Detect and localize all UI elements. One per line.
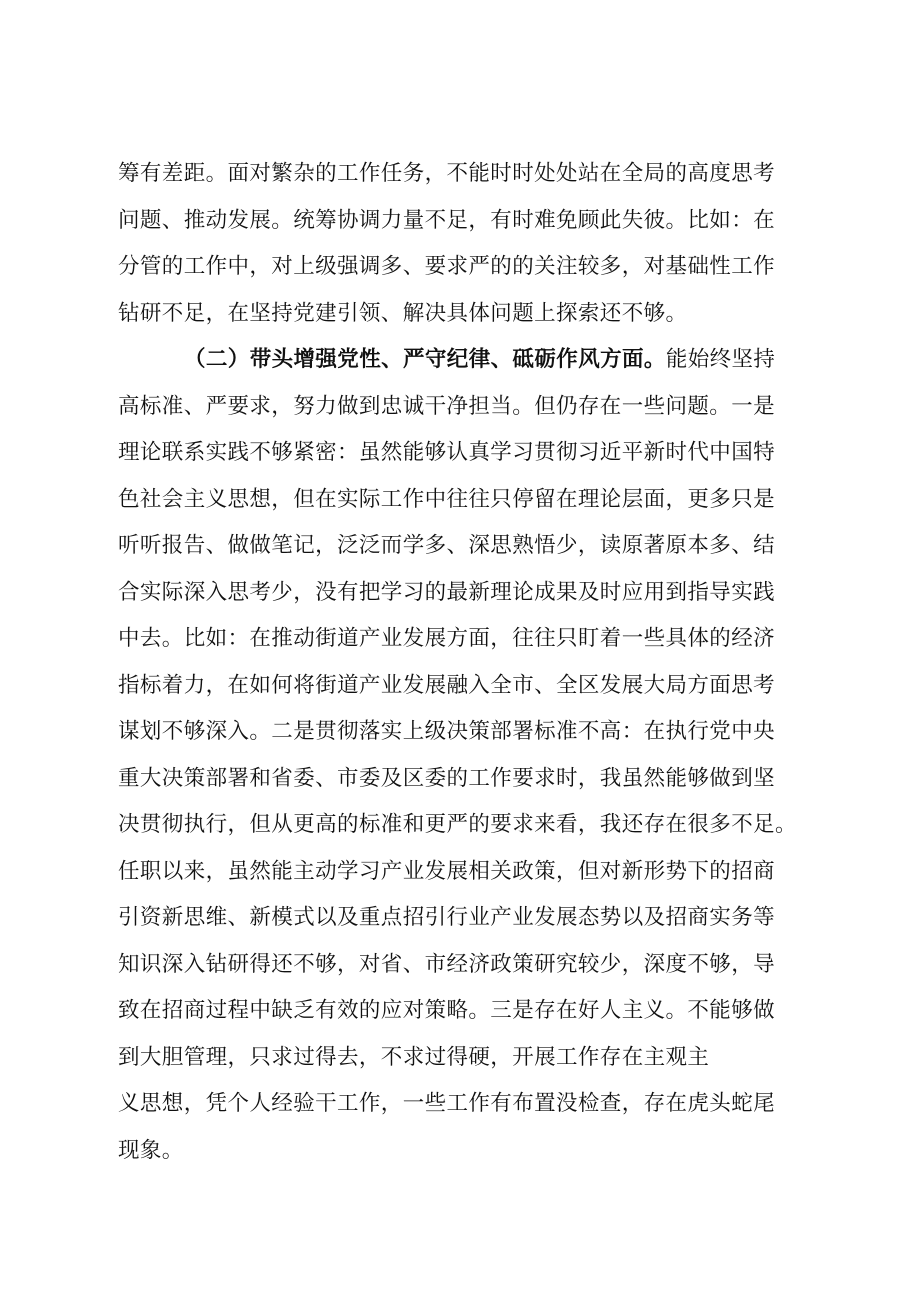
text-line: 决贯彻执行，但从更高的标准和更严的要求来看，我还存在很多不足。	[118, 812, 797, 837]
text-line: 引资新思维、新模式以及重点招引行业产业发展态势以及招商实务等	[118, 905, 776, 930]
section-heading-tail: 能始终坚持	[665, 347, 776, 372]
section-heading: （二）带头增强党性、严守纪律、砥砺作风方面。	[184, 347, 666, 372]
text-line: 现象。	[118, 1137, 184, 1163]
text-line: 任职以来，虽然能主动学习产业发展相关政策，但对新形势下的招商	[118, 858, 776, 884]
text-line: 听听报告、做做笔记，泛泛而学多、深思熟悟少，读原著原本多、结	[118, 533, 776, 558]
text-line: 色社会主义思想，但在实际工作中往往只停留在理论层面，更多只是	[118, 486, 776, 512]
text-line: 到大胆管理，只求过得去，不求过得硬，开展工作存在主观主	[118, 1044, 710, 1070]
text-line: 合实际深入思考少，没有把学习的最新理论成果及时应用到指导实践	[118, 579, 776, 605]
text-line: 知识深入钻研得还不够，对省、市经济政策研究较少，深度不够，导	[118, 951, 776, 977]
text-line: 钻研不足，在坚持党建引领、解决具体问题上探索还不够。	[118, 300, 688, 326]
text-line: 筹有差距。面对繁杂的工作任务，不能时时处处站在全局的高度思考	[118, 161, 776, 186]
text-line: 指标着力，在如何将街道产业发展融入全市、全区发展大局方面思考	[118, 672, 776, 698]
section-heading-line	[118, 337, 838, 384]
text-line: 致在招商过程中缺乏有效的应对策略。三是存在好人主义。不能够做	[118, 998, 776, 1023]
text-line: 高标准、严要求，努力做到忠诚干净担当。但仍存在一些问题。一是	[118, 393, 776, 419]
text-line: 谋划不够深入。二是贯彻落实上级决策部署标准不高：在执行党中央	[118, 719, 776, 744]
text-line: 重大决策部署和省委、市委及区委的工作要求时，我虽然能够做到坚	[118, 765, 776, 791]
text-line: 分管的工作中，对上级强调多、要求严的的关注较多，对基础性工作	[118, 254, 776, 279]
text-line: 中去。比如：在推动街道产业发展方面，往往只盯着一些具体的经济	[118, 626, 776, 651]
document-body	[118, 151, 838, 1174]
text-line: 问题、推动发展。统筹协调力量不足，有时难免顾此失彼。比如：在	[118, 207, 776, 233]
text-line: 理论联系实践不够紧密：虽然能够认真学习贯彻习近平新时代中国特	[118, 440, 776, 465]
text-line: 义思想，凭个人经验干工作，一些工作有布置没检查，存在虎头蛇尾	[118, 1091, 776, 1116]
